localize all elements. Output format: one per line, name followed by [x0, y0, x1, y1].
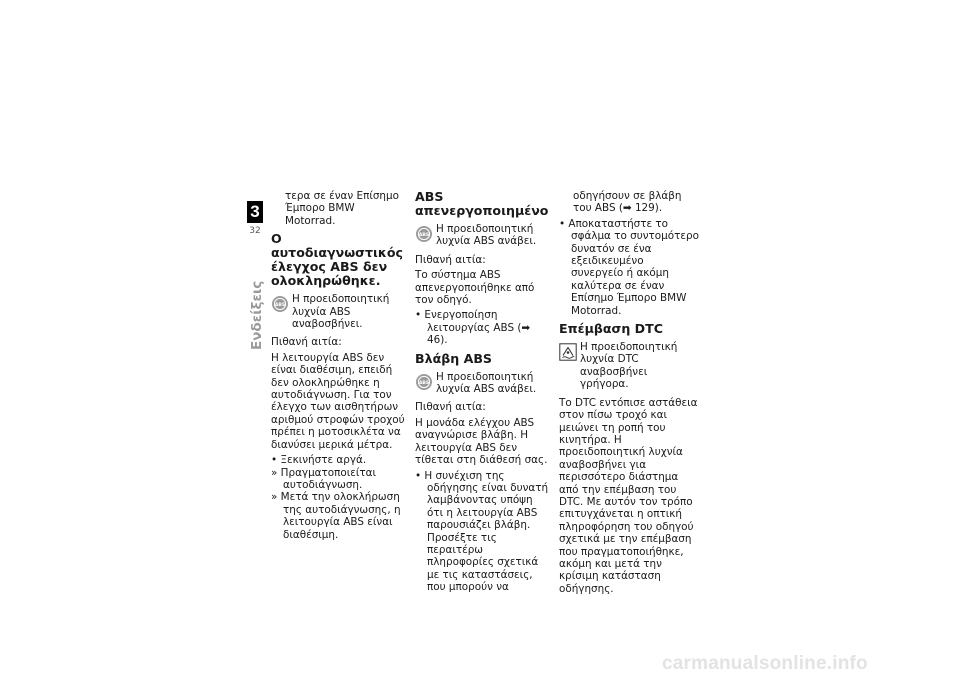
column-2 — [415, 190, 550, 594]
warning-text: Η προειδοποιητική λυχνία ABS ανάβει. — [436, 223, 537, 248]
watermark: carmanualsonline.info — [662, 653, 868, 674]
heading-selftest-incomplete: Ο αυτοδιαγνωστικός έλεγχος ABS δεν ολοκληρώθηκε. — [271, 231, 403, 289]
cause-text: Το σύστημα ABS απενεργοποιήθηκε από τον οδηγό. — [415, 269, 535, 307]
continuation-text: οδηγήσουν σε βλάβη του ABS (➡ 129). — [573, 190, 682, 215]
page-number: 32 — [249, 226, 261, 236]
warning-abs-flash — [271, 293, 406, 330]
action-bullet: • Ενεργοποίηση λειτουργίας ABS (➡ 46). — [415, 309, 531, 347]
abs-warning-lamp-icon — [415, 373, 433, 391]
cause-label: Πιθανή αιτία: — [415, 253, 486, 266]
chapter-number-tab: 3 — [247, 201, 263, 223]
warning-abs-lit — [415, 223, 550, 248]
intro-text: τερα σε έναν Επίσημο Έμπορο BMW Motorrad. — [285, 190, 399, 227]
warning-text: Η προειδοποιητική λυχνία ABS αναβοσβήνει. — [292, 293, 390, 331]
warning-dtc-flash — [559, 341, 699, 391]
svg-text:ABS: ABS — [274, 303, 286, 309]
action-bullet: • Αποκαταστήστε το σφάλμα το συντομότερο δυνατόν σε ένα εξειδικευμένο συνεργείο ή ακόμη καλύτερα σε έναν Επίσημο Έμπορο BMW Motorrad. — [559, 217, 699, 317]
warning-abs-lit — [415, 371, 550, 396]
column-3 — [559, 190, 699, 598]
column-1 — [271, 190, 406, 541]
action-bullet: • Ξεκινήστε αργά. — [271, 454, 367, 467]
result-item: » Μετά την ολοκλήρωση της αυτοδιάγνωσης, η λειτουργία ABS είναι διαθέσιμη. — [271, 491, 401, 541]
heading-abs-fault: Βλάβη ABS — [415, 350, 493, 366]
dtc-traction-warning-icon — [559, 343, 577, 361]
abs-warning-lamp-icon — [415, 225, 433, 243]
heading-abs-deactivated: ABS απενεργοποιημένο — [415, 189, 549, 218]
warning-text: Η προειδοποιητική λυχνία ABS ανάβει. — [436, 370, 537, 396]
svg-text:ABS: ABS — [418, 232, 430, 238]
cause-label: Πιθανή αιτία: — [415, 401, 486, 414]
svg-text:ABS: ABS — [418, 380, 430, 386]
heading-dtc-intervention: Επέμβαση DTC — [559, 321, 663, 337]
cause-text: Η μονάδα ελέγχου ABS αναγνώρισε βλάβη. Η λειτουργία ABS δεν τίθεται στη διάθεσή σας. — [415, 416, 548, 467]
action-bullet: • Η συνέχιση της οδήγησης είναι δυνατή λαμβάνοντας υπόψη ότι η λειτουργία ABS παρουσιάζει βλάβη. Προσέξτε τις περαιτέρω πληροφορίες σχετικά με τις καταστάσεις, που μπορούν να — [415, 469, 549, 594]
result-item: » Πραγματοποιείται αυτοδιάγνωση. — [271, 466, 377, 491]
cause-text: Η λειτουργία ABS δεν είναι διαθέσιμη, επειδή δεν ολοκληρώθηκε η αυτοδιάγνωση. Για τον έλεγχο των αισθητήρων αριθμού στροφών τροχού πρέπει η μοτοσικλέτα να διανύσει μερικά μέτρα. — [271, 351, 405, 451]
body-text: Το DTC εντόπισε αστάθεια στον πίσω τροχό και μειώνει τη ροπή του κινητήρα. Η προειδοποιητική λυχνία αναβοσβήνει για περισσότερο διάστημα από την επέμβαση του DTC. Με αυτόν τον τρόπο επιτυγχάνεται η οπτική πληροφόρηση του οδηγού σχετικά με την επέμβαση που πραγματοποιήθηκε, ακόμη και μετά την κρίσιμη κατάσταση οδήγησης. — [559, 396, 698, 595]
abs-warning-lamp-icon — [271, 295, 289, 313]
section-title-vertical: Ενδείξεις — [249, 280, 265, 350]
cause-label: Πιθανή αιτία: — [271, 336, 342, 349]
warning-text: Η προειδοποιητική λυχνία DTC αναβοσβήνει γρήγορα. — [580, 341, 678, 391]
